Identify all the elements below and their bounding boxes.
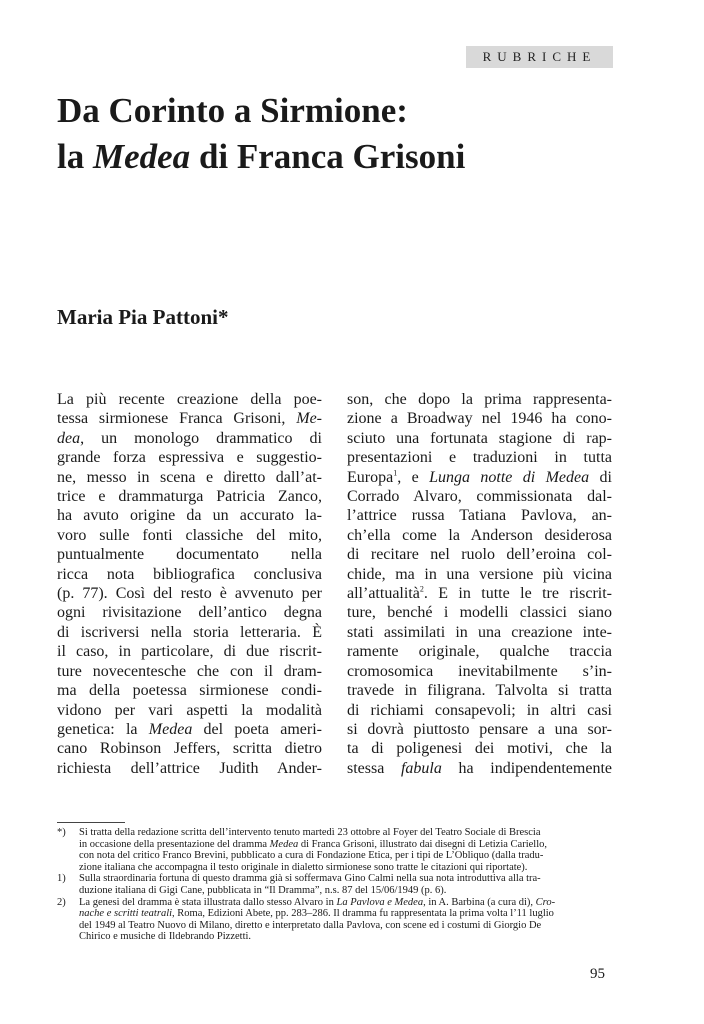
- body-line: all’attualità$^2$. E in tutte le tre riscrit-: [347, 584, 612, 603]
- footnote-text: [79, 873, 613, 896]
- body-line: ma della poetessa sirmionese condi-: [57, 682, 322, 700]
- body-line: (p. 77). Così del resto è avvenuto per: [57, 585, 322, 603]
- footnote-line: nache e scritti teatrali, Roma, Edizioni Abete, pp. 283–286. Il dramma fu rappresentata la prima volta l’11 luglio: [79, 908, 554, 920]
- body-line: cromosomica inevitabilmente s’in-: [347, 662, 612, 680]
- body-line: di iscriversi nella storia letteraria. È: [57, 623, 322, 641]
- body-line: di richiami consapevoli; in altri casi: [347, 701, 612, 719]
- footnote-line: in occasione della presentazione del dramma Medea di Franca Grisoni, illustrato dai disegni di Letizia Cariello,: [79, 838, 547, 850]
- author-name: Maria Pia Pattoni*: [57, 305, 229, 329]
- footnote-line: La genesi del dramma è stata illustrata dallo stesso Alvaro in La Pavlova e Medea, in A. Barbina (a cura di), Cro-: [79, 896, 556, 908]
- footnote-ref-1[interactable]: 1: [393, 468, 398, 478]
- body-line: l’attrice russa Tatiana Pavlova, an-: [347, 507, 612, 525]
- title-line-1: Da Corinto a Sirmione:: [57, 91, 408, 130]
- body-line: ha avuto origine da un accurato la-: [57, 507, 322, 525]
- footnotes: [57, 827, 613, 943]
- title-line-2: la Medea di Franca Grisoni: [57, 137, 466, 176]
- footnote-line: Sulla straordinaria fortuna di questo dramma già si soffermava Gino Calmi nella sua nota introduttiva alla tra-: [79, 873, 541, 885]
- body-line: genetica: la Medea del poeta ameri-: [57, 720, 322, 738]
- body-line: voro sulle fonti classiche del mito,: [57, 526, 322, 544]
- body-line: ramente originale, qualche traccia: [347, 643, 612, 661]
- article-title: [57, 88, 657, 180]
- body-line: chide, ma in una versione più vicina: [347, 565, 612, 583]
- footnote-2: [57, 897, 613, 943]
- footnote-line: Chirico e musiche di Ildebrando Pizzetti.: [79, 931, 252, 943]
- body-line: Europa$^1$, e Lunga notte di Medea di: [347, 468, 612, 486]
- body-column-left: [57, 390, 322, 778]
- body-line: sciuto una fortunata stagione di rap-: [347, 429, 612, 447]
- body-line: La più recente creazione della poe-: [57, 391, 322, 408]
- footnote-line: con nota del critico Franco Brevini, pubblicato a cura di Fondazione Etica, per i tipi de L’Obliquo (dalla tradu-: [79, 850, 544, 862]
- footnote-divider: [57, 822, 125, 823]
- footnote-1: [57, 873, 613, 896]
- body-line: cano Robinson Jeffers, scritta dietro: [57, 740, 322, 758]
- footnote-text: [79, 897, 613, 943]
- body-line: si dovrà piuttosto pensare a una sor-: [347, 720, 612, 738]
- body-line: travede in filigrana. Talvolta si tratta: [347, 682, 612, 700]
- body-line: ogni rivisitazione dell’antico degna: [57, 604, 322, 622]
- footnote-star: [57, 827, 613, 873]
- body-line: presentazioni e traduzioni in tutta: [347, 449, 612, 467]
- body-line: ricca nota bibliografica conclusiva: [57, 565, 322, 583]
- footnote-line: zione italiana che accompagna il testo originale in dialetto sirmionese sono tratte le citazioni qui riportate).: [79, 861, 528, 873]
- footnote-ref-2[interactable]: 2: [419, 584, 424, 594]
- body-line: trice e drammaturga Patricia Zanco,: [57, 488, 322, 506]
- body-line: il caso, in particolare, di due riscrit-: [57, 643, 322, 661]
- body-line: ture, benché i modelli classici siano: [347, 604, 612, 622]
- body-line: son, che dopo la prima rappresenta-: [347, 391, 612, 408]
- body-line: vidono per vari aspetti la modalità: [57, 701, 322, 719]
- footnote-text: [79, 827, 613, 873]
- body-line: tessa sirmionese Franca Grisoni, Me-: [57, 410, 322, 428]
- body-line: zione a Broadway nel 1946 ha cono-: [347, 410, 612, 428]
- section-label: RUBRICHE: [466, 46, 613, 68]
- page-number: 95: [590, 966, 605, 982]
- body-line: richiesta dell’attrice Judith Ander-: [57, 759, 322, 777]
- body-column-right: [347, 390, 612, 778]
- body-line: stati assimilati in una creazione inte-: [347, 623, 612, 641]
- body-line: di recitare nel ruolo dell’eroina col-: [347, 546, 612, 564]
- body-line: ta di poligenesi dei motivi, che la: [347, 740, 612, 758]
- footnote-marker: 1): [57, 873, 66, 885]
- footnote-line: Si tratta della redazione scritta dell’intervento tenuto martedì 23 ottobre al Foyer del Teatro Sociale di Brescia: [79, 827, 541, 838]
- body-line: ch’ella come la Anderson desiderosa: [347, 526, 612, 544]
- body-line: Corrado Alvaro, commissionata dal-: [347, 488, 612, 506]
- body-line: puntualmente documentato nella: [57, 546, 322, 564]
- body-line: grande forza espressiva e suggestio-: [57, 449, 322, 467]
- footnote-line: duzione italiana di Gigi Cane, pubblicata in “Il Dramma”, n.s. 87 del 15/06/1949 (p. 6).: [79, 884, 447, 896]
- body-line: dea, un monologo drammatico di: [57, 429, 322, 447]
- footnote-marker: *): [57, 827, 66, 838]
- body-line: stessa fabula ha indipendentemente: [347, 759, 613, 777]
- footnote-marker: 2): [57, 896, 66, 908]
- body-line: ture novecentesche che con il dram-: [57, 662, 322, 680]
- title-italic-medea: Medea: [92, 137, 191, 176]
- body-line: ne, messo in scena e diretto dall’at-: [57, 468, 322, 486]
- footnote-line: del 1949 al Teatro Nuovo di Milano, diretto e interpretato dalla Pavlova, con scene ed i costumi di Giorgio De: [79, 919, 542, 931]
